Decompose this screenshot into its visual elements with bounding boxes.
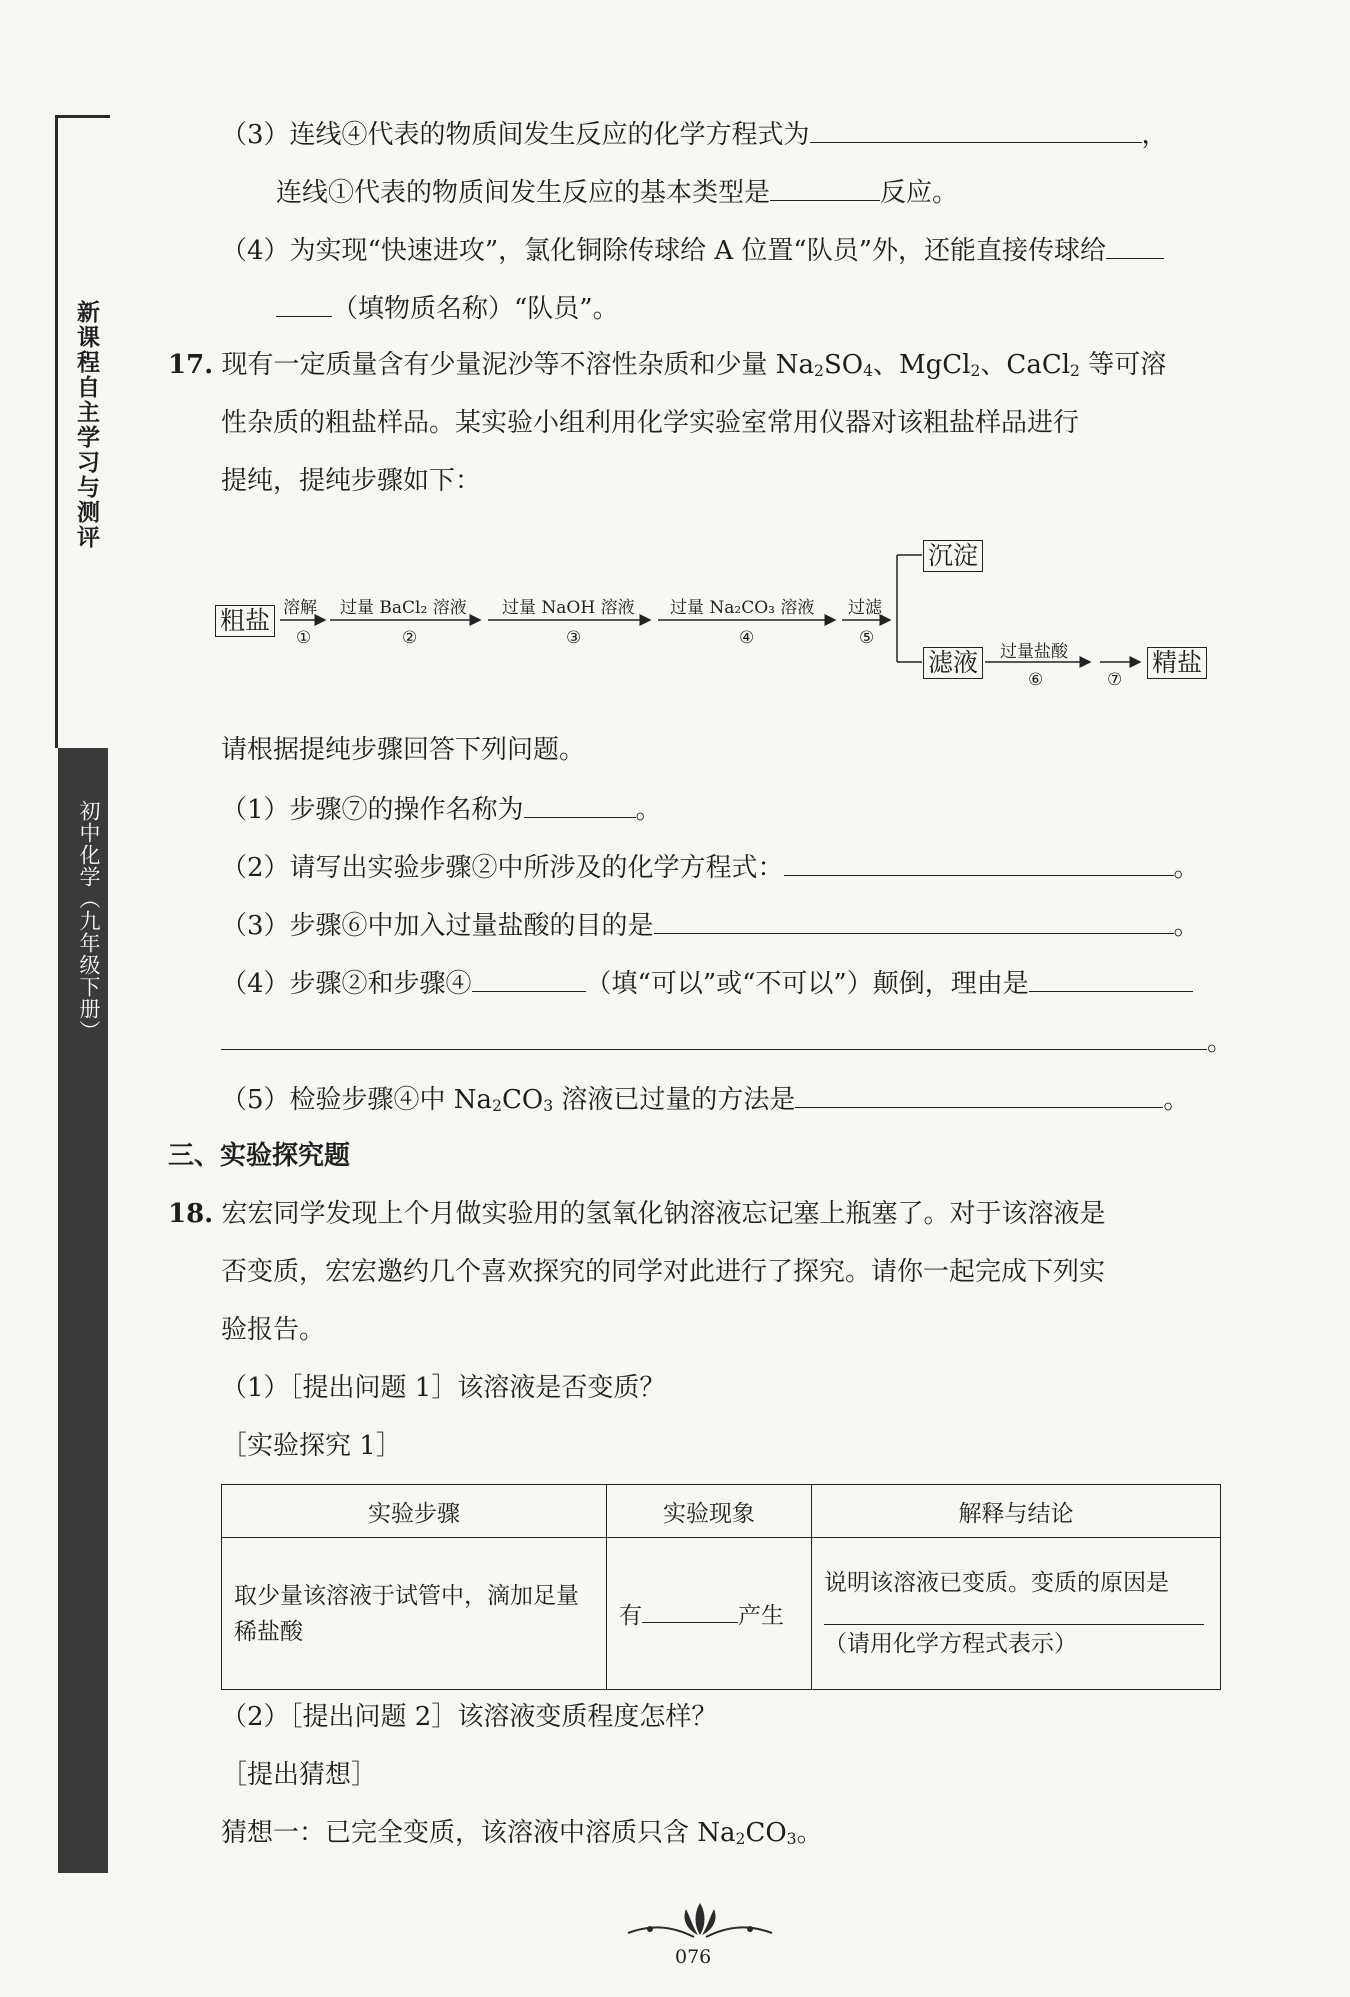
answer-blank[interactable] — [770, 174, 880, 201]
series-title: 新课程自主学习与测评 — [73, 300, 99, 550]
header-phenomenon: 实验现象 — [607, 1485, 812, 1538]
step5-number: ⑤ — [859, 628, 875, 648]
q18-guess1: 猜想一：已完全变质，该溶液中溶质只含 $Na_2CO_3$。 — [221, 1818, 823, 1848]
answer-blank[interactable] — [221, 1023, 1207, 1050]
q16-part4-line1: （4）为实现“快速进攻”，氯化铜除传球给 A 位置“队员”外，还能直接传球给 — [221, 232, 1164, 268]
cell-phenomenon: 有 产生 — [607, 1538, 812, 1690]
purification-flow-diagram — [210, 530, 1210, 700]
q17-intro-line2: 性杂质的粗盐样品。某实验小组利用化学实验室常用仪器对该粗盐样品进行 — [221, 408, 1080, 438]
step6-label: 过量盐酸 — [1000, 642, 1068, 662]
q17-prompt: 请根据提纯步骤回答下列问题。 — [221, 735, 586, 765]
q18-intro-line3: 验报告。 — [221, 1315, 326, 1345]
q17-part4: （4）步骤②和步骤④ （填“可以”或“不可以”）颠倒，理由是 — [221, 965, 1193, 1001]
answer-blank[interactable] — [654, 907, 1174, 934]
step3-number: ③ — [566, 628, 582, 648]
cell-step: 取少量该溶液于试管中，滴加足量稀盐酸 — [222, 1538, 607, 1690]
q17-part4-continued: 。 — [221, 1023, 1233, 1059]
step4-number: ④ — [739, 628, 755, 648]
q17-intro-line3: 提纯，提纯步骤如下： — [221, 466, 482, 496]
q18-explore1-title: ［实验探究 1］ — [221, 1431, 402, 1461]
q17-part2: （2）请写出实验步骤②中所涉及的化学方程式： 。 — [221, 849, 1200, 885]
header-conclusion: 解释与结论 — [812, 1485, 1221, 1538]
answer-blank[interactable] — [810, 116, 1142, 143]
step3-label: 过量 NaOH 溶液 — [502, 598, 635, 618]
header-step: 实验步骤 — [222, 1485, 607, 1538]
section-title: 三、实验探究题 — [168, 1141, 351, 1171]
step6-number: ⑥ — [1028, 670, 1044, 690]
precipitate-box: 沉淀 — [923, 540, 983, 572]
step4-label: 过量 Na₂CO₃ 溶液 — [670, 598, 815, 618]
q16-part4-line2: （填物质名称）“队员”。 — [276, 290, 619, 326]
q16-part3-line2: 连线①代表的物质间发生反应的基本类型是 反应。 — [276, 174, 958, 210]
answer-blank[interactable] — [1029, 965, 1193, 992]
step2-label: 过量 BaCl₂ 溶液 — [340, 598, 467, 618]
q18-intro-line1: 18. 宏宏同学发现上个月做实验用的氢氧化钠溶液忘记塞上瓶塞了。对于该溶液是 — [168, 1199, 1106, 1229]
filtrate-box: 滤液 — [923, 647, 983, 679]
table-row — [222, 1538, 1221, 1690]
answer-blank[interactable] — [472, 965, 586, 992]
q18-question1: （1）［提出问题 1］该溶液是否变质？ — [221, 1373, 666, 1403]
answer-blank[interactable] — [1106, 232, 1164, 259]
q18-intro-line2: 否变质，宏宏邀约几个喜欢探究的同学对此进行了探究。请你一起完成下列实 — [221, 1257, 1106, 1287]
table-header-row — [222, 1485, 1221, 1538]
answer-blank[interactable] — [784, 849, 1174, 876]
step5-label: 过滤 — [848, 598, 882, 618]
q17-intro-line1: 17. 现有一定质量含有少量泥沙等不溶性杂质和少量 $Na_2SO_4$、MgCl$_2$、CaCl$_2$ 等可溶 — [168, 350, 1167, 380]
q17-part5: （5）检验步骤④中 $Na_2CO_3$ 溶液已过量的方法是 。 — [221, 1081, 1189, 1123]
q18-question2: （2）［提出问题 2］该溶液变质程度怎样？ — [221, 1702, 718, 1732]
experiment-table — [221, 1484, 1221, 1690]
q17-part1: （1）步骤⑦的操作名称为 。 — [221, 791, 662, 827]
answer-blank[interactable] — [276, 290, 332, 317]
answer-blank[interactable] — [524, 791, 636, 818]
footer-ornament-icon — [620, 1895, 780, 1945]
answer-blank[interactable] — [795, 1081, 1163, 1108]
q18-guess-title: ［提出猜想］ — [221, 1760, 378, 1790]
crude-salt-box: 粗盐 — [215, 605, 275, 637]
answer-blank[interactable] — [824, 1602, 1204, 1625]
step7-number: ⑦ — [1107, 670, 1123, 690]
refined-salt-box: 精盐 — [1147, 647, 1207, 679]
step1-number: ① — [296, 628, 312, 648]
answer-blank[interactable] — [642, 1600, 738, 1623]
cell-conclusion: 说明该溶液已变质。变质的原因是 （请用化学方程式表示） — [812, 1538, 1221, 1690]
subject-title: 初中化学（九年级下册） — [77, 800, 101, 1042]
q16-part3-line1: （3）连线④代表的物质间发生反应的化学方程式为 ， — [221, 116, 1168, 152]
page-number: 076 — [675, 1946, 712, 1968]
step2-number: ② — [402, 628, 418, 648]
step1-label: 溶解 — [283, 598, 317, 618]
q17-part3: （3）步骤⑥中加入过量盐酸的目的是 。 — [221, 907, 1200, 943]
